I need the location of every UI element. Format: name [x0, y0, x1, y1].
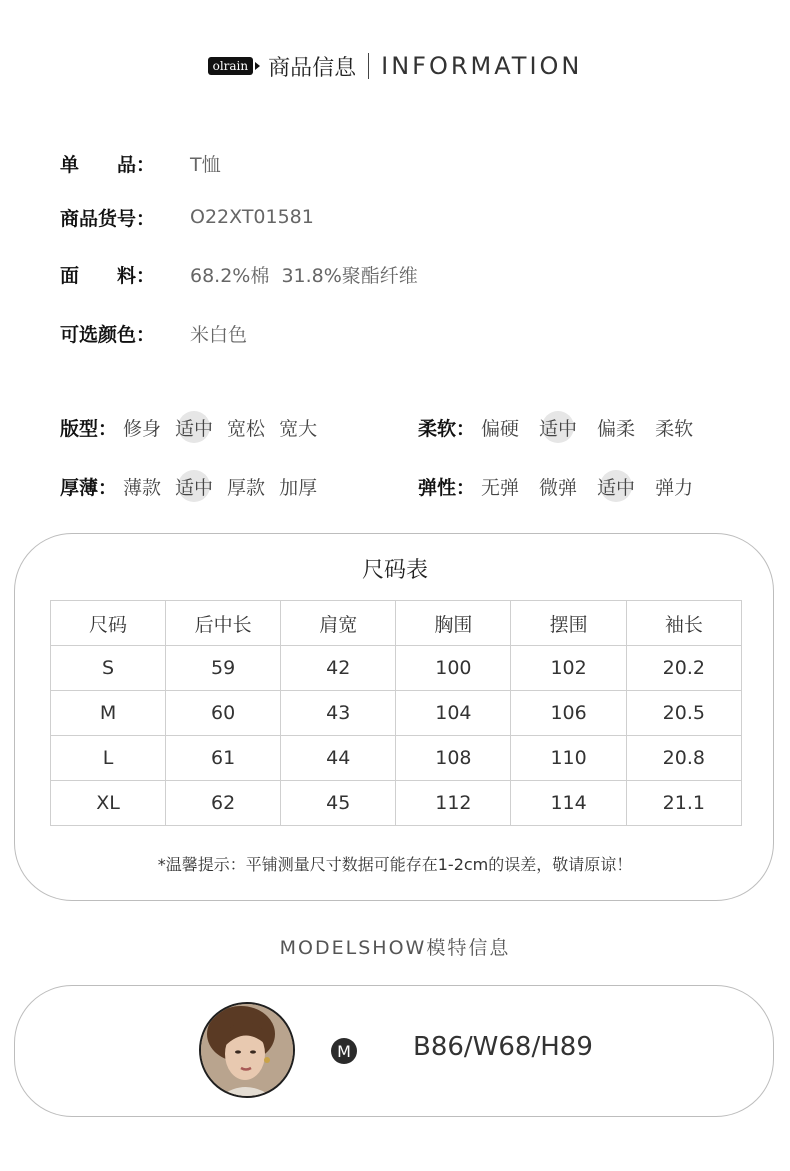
- table-cell: 62: [166, 781, 281, 826]
- table-header-cell: 后中长: [166, 601, 281, 646]
- info-value: T恤: [190, 153, 221, 176]
- model-portrait-icon: [201, 1004, 293, 1096]
- attr-option-selected: 适中: [175, 414, 213, 441]
- info-value: 米白色: [190, 323, 248, 346]
- attr-label: 厚薄：: [60, 476, 118, 499]
- header-title-en: INFORMATION: [381, 52, 583, 80]
- table-row: [51, 646, 742, 691]
- model-card: [14, 985, 774, 1117]
- table-row: [51, 736, 742, 781]
- info-row-fabric: [60, 259, 418, 289]
- attr-fit: [60, 411, 331, 443]
- table-cell: 20.8: [626, 736, 741, 781]
- table-cell: 110: [511, 736, 626, 781]
- info-row-sku: [60, 202, 314, 232]
- attr-option: 加厚: [279, 476, 318, 499]
- table-cell: 102: [511, 646, 626, 691]
- table-cell: 114: [511, 781, 626, 826]
- attr-label: 柔软：: [418, 417, 476, 440]
- attr-option-selected: 适中: [175, 473, 213, 500]
- table-cell: XL: [51, 781, 166, 826]
- table-cell: 61: [166, 736, 281, 781]
- attr-option: 厚款: [227, 476, 266, 499]
- table-header-row: [51, 601, 742, 646]
- attr-option: 偏硬: [481, 417, 520, 440]
- attr-option: 偏柔: [597, 417, 636, 440]
- attr-label: 弹性：: [418, 476, 476, 499]
- info-value: 68.2%棉 31.8%聚酯纤维: [190, 264, 418, 287]
- size-note: *温馨提示：平铺测量尺寸数据可能存在1-2cm的误差，敬请原谅！: [157, 855, 633, 874]
- info-label: 面 料：: [60, 264, 156, 287]
- table-cell: 108: [396, 736, 511, 781]
- size-table: [50, 600, 742, 826]
- table-cell: 112: [396, 781, 511, 826]
- info-value: O22XT01581: [190, 206, 314, 228]
- info-label: 商品货号：: [60, 207, 156, 230]
- page-header: [0, 44, 790, 88]
- size-chart-title: 尺码表: [361, 558, 428, 583]
- table-cell: 43: [281, 691, 396, 736]
- model-avatar: [199, 1002, 295, 1098]
- attr-option: 微弹: [539, 476, 578, 499]
- attr-option: 柔软: [655, 417, 694, 440]
- table-row: [51, 781, 742, 826]
- table-cell: 20.5: [626, 691, 741, 736]
- table-cell: 100: [396, 646, 511, 691]
- table-cell: 106: [511, 691, 626, 736]
- attr-option: 无弹: [481, 476, 520, 499]
- header-divider: [368, 53, 369, 79]
- attr-thickness: [60, 470, 331, 502]
- attr-option: 弹力: [655, 476, 694, 499]
- attr-elasticity: [418, 470, 707, 502]
- model-section-title: MODELSHOW模特信息: [279, 937, 511, 959]
- attr-softness: [418, 411, 707, 443]
- table-header-cell: 袖长: [626, 601, 741, 646]
- model-measurements: B86/W68/H89: [413, 1032, 593, 1062]
- brand-logo: olrain: [208, 57, 254, 75]
- table-cell: 21.1: [626, 781, 741, 826]
- table-cell: 44: [281, 736, 396, 781]
- table-header-cell: 肩宽: [281, 601, 396, 646]
- table-cell: S: [51, 646, 166, 691]
- table-cell: 20.2: [626, 646, 741, 691]
- attr-option-selected: 适中: [597, 473, 635, 500]
- info-row-color: [60, 318, 247, 348]
- attr-option: 修身: [123, 417, 162, 440]
- table-header-cell: 摆围: [511, 601, 626, 646]
- table-cell: 60: [166, 691, 281, 736]
- attr-option: 宽松: [227, 417, 266, 440]
- table-cell: 104: [396, 691, 511, 736]
- table-header-cell: 尺码: [51, 601, 166, 646]
- model-size-badge: M: [331, 1038, 357, 1064]
- info-row-product: [60, 148, 221, 178]
- table-cell: L: [51, 736, 166, 781]
- table-cell: 59: [166, 646, 281, 691]
- info-label: 可选颜色：: [60, 323, 156, 346]
- table-cell: M: [51, 691, 166, 736]
- play-arrow-icon: [255, 62, 260, 70]
- table-header-cell: 胸围: [396, 601, 511, 646]
- info-label: 单 品：: [60, 153, 156, 176]
- table-cell: 42: [281, 646, 396, 691]
- header-title-cn: 商品信息: [268, 55, 357, 81]
- attr-option: 薄款: [123, 476, 162, 499]
- attr-option: 宽大: [279, 417, 318, 440]
- attr-option-selected: 适中: [539, 414, 577, 441]
- table-row: [51, 691, 742, 736]
- attr-label: 版型：: [60, 417, 118, 440]
- table-cell: 45: [281, 781, 396, 826]
